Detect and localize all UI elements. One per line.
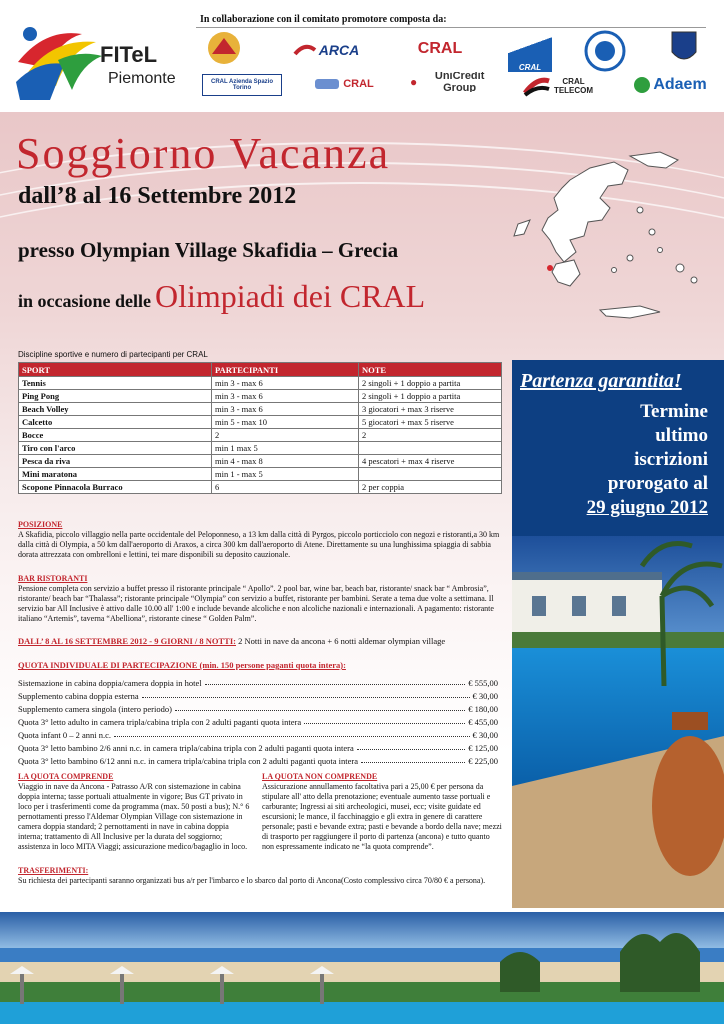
cell-sport: Ping Pong [19, 390, 212, 403]
table-row [19, 390, 502, 403]
comprende-heading: LA QUOTA COMPRENDE [18, 772, 114, 781]
event-occasion [18, 278, 425, 315]
occasion-small: in occasione delle [18, 291, 151, 311]
cell-note [359, 442, 502, 455]
partner-logo-shield [668, 30, 700, 68]
dall-bold: DALL’ 8 AL 16 SETTEMBRE 2012 - 9 GIORNI / 8 NOTTI: [18, 636, 236, 646]
trasferimenti-text: Su richiesta dei partecipanti saranno organizzati bus a/r per l'imbarco e lo sbarco dal porto di Ancona(Costo complessivo circa 70/80 € a persona). [18, 876, 486, 885]
price-line: Quota infant 0 – 2 anni n.c. € 30,00 [18, 730, 498, 740]
collab-text: In collaborazione con il comitato promotore composta da: [200, 14, 447, 25]
partner-logo-cral-yellow: CRAL [300, 72, 388, 96]
cell-note: 2 singoli + 1 doppio a partita [359, 390, 502, 403]
partner-logo-cral-blue: CRAL [508, 30, 552, 72]
table-row [19, 468, 502, 481]
table-row [19, 455, 502, 468]
price-line: Quota 3° letto bambino 6/12 anni n.c. in camera tripla/cabina tripla con 2 adulti paganti quota intera € 225,00 [18, 756, 498, 766]
partner-logo-1 [204, 30, 244, 66]
event-venue: presso Olympian Village Skafidia – Grecia [18, 238, 399, 262]
table-row [19, 403, 502, 416]
cell-sport: Tennis [19, 377, 212, 390]
price-line: Supplemento camera singola (intero periodo) € 180,00 [18, 704, 498, 714]
cell-partecipanti: min 5 - max 10 [212, 416, 359, 429]
bar-heading: BAR RISTORANTI [18, 574, 88, 583]
header [0, 0, 724, 112]
event-dates: dall’8 al 16 Settembre 2012 [18, 183, 297, 209]
cell-note: 4 pescatori + max 4 riserve [359, 455, 502, 468]
table-header-row [19, 363, 502, 377]
non-comprende-section [262, 772, 502, 852]
price-line: Quota 3° letto bambino 2/6 anni n.c. in camera tripla/cabina tripla con 2 adulti paganti quota intera € 125,00 [18, 743, 498, 753]
cell-partecipanti: min 4 - max 8 [212, 455, 359, 468]
posizione-section [18, 520, 502, 560]
termine-line: Termine [640, 401, 708, 422]
cell-sport: Bocce [19, 429, 212, 442]
cell-note: 2 [359, 429, 502, 442]
comprende-text: Viaggio in nave da Ancona - Patrasso A/R con sistemazione in cabina doppia interna; tasse portuali attualmente in vigore; Bus GT privato in loco per i trasferimenti come da programma (max. 50 posti a bus); N.° 6 pernottamenti presso l'Aldemar Olympian Village con sistemazione in camera doppia standard; 2 pernottamenti in nave in cabina doppia interna; trattamento di All Inclusive per la durata del soggiorno; assistenza in loco MITA Viaggi; assicurazione medico/bagaglio in loco. [18, 782, 250, 851]
col-note: NOTE [359, 363, 502, 377]
page-title: Soggiorno Vacanza [16, 129, 391, 178]
comprende-section [18, 772, 254, 852]
dall-rest: 2 Notti in nave da ancona + 6 notti aldemar olympian village [235, 636, 446, 646]
trasferimenti-section [18, 866, 508, 886]
col-partecipanti: PARTECIPANTI [212, 363, 359, 377]
termine-line: ultimo [655, 425, 708, 446]
cell-note [359, 468, 502, 481]
collab-divider [196, 27, 706, 28]
table-row [19, 481, 502, 494]
col-sport: SPORT [19, 363, 212, 377]
bar-section [18, 574, 502, 624]
cell-partecipanti: min 3 - max 6 [212, 377, 359, 390]
partenza-garantita: Partenza garantita! [520, 370, 682, 392]
cell-note: 2 singoli + 1 doppio a partita [359, 377, 502, 390]
fitel-sub: Piemonte [108, 70, 176, 87]
non-comprende-heading: LA QUOTA NON COMPRENDE [262, 772, 378, 781]
partner-logo-cral-atletica: CRAL [417, 40, 463, 57]
cell-partecipanti: 2 [212, 429, 359, 442]
termine-box [508, 400, 708, 520]
cell-partecipanti: min 3 - max 6 [212, 403, 359, 416]
cell-sport: Calcetto [19, 416, 212, 429]
cell-sport: Beach Volley [19, 403, 212, 416]
cell-sport: Scopone Pinnacola Burraco [19, 481, 212, 494]
cell-partecipanti: min 1 max 5 [212, 442, 359, 455]
posizione-text: A Skafidia, piccolo villaggio nella parte occidentale del Peloponneso, a 13 km dalla città di Pyrgos, piccolo porticciolo con negozi e ristoranti,a 30 km dalla città di Olympia, a 50 km dall'aeroporto di Araxos, a circa 300 km dall'aeroporto di Atene. Direttamente su una lunghissima spiaggia di sabbia dorata attrezzata con ombrelloni e lettini, tei mare disponibili su deposito cauzionale. [18, 530, 500, 559]
trasferimenti-heading: TRASFERIMENTI: [18, 866, 89, 875]
occasion-big: Olimpiadi dei CRAL [155, 278, 426, 314]
cell-partecipanti: min 1 - max 5 [212, 468, 359, 481]
table-row [19, 442, 502, 455]
partner-logo-adaem: Adaem [630, 74, 710, 96]
beach-photo [0, 912, 724, 1024]
greece-map-icon [510, 140, 710, 330]
partner-logo-cral-telecom: CRAL TELECOM [516, 74, 600, 98]
pool-photo [512, 536, 724, 908]
cell-sport: Tiro con l'arco [19, 442, 212, 455]
table-caption: Discipline sportive e numero di partecipanti per CRAL [18, 350, 208, 359]
cell-partecipanti: min 3 - max 6 [212, 390, 359, 403]
cell-note: 3 giocatori + max 3 riserve [359, 403, 502, 416]
termine-line: prorogato al [607, 473, 708, 494]
partner-logo-unicredit: ● UniCredit Group [410, 72, 485, 92]
quota-heading: QUOTA INDIVIDUALE DI PARTECIPAZIONE (min. 150 persone paganti quota intera): [18, 660, 346, 670]
non-comprende-text: Assicurazione annullamento facoltativa pari a 25,00 € per persona da stipulare all' atto della prenotazione; eventuale aumento tasse portuali e carburante; Ingressi ai siti archeologici, musei, ecc; visite guidate ed escursioni; le mance, il facchinaggio e gli extra in genere di carattere personale; pasti e bevande extra; pasti e bevande a bordo della nave; mezzi di trasporto per raggiungere il porto di partenza (ancona) e tutto quanto non espressamente indicato ne “la quota comprende”. [262, 782, 502, 851]
sports-table [18, 362, 502, 494]
partner-logo-cral-azienda: CRAL Azienda Spazio Torino [202, 74, 282, 96]
partner-logo-circle [584, 30, 626, 72]
posizione-heading: POSIZIONE [18, 520, 63, 529]
termine-line: iscrizioni [634, 449, 708, 470]
cell-note: 5 giocatori + max 5 riserve [359, 416, 502, 429]
cell-note: 2 per coppia [359, 481, 502, 494]
table-row [19, 416, 502, 429]
bar-text: Pensione completa con servizio a buffet presso il ristorante principale “ Apollo”. 2 pool bar, wine bar, beach bar, ristorante/ snack bar “ Ambrosia”, ristorante/ beach bar “Thalassa”; ristorante principale “Olympia” con servizio a buffet, ristorante per bambini. Serate a tema due volte a settimana. Il servizio bar All Inclusive è attivo dalle 10.00 all' 1:00 e include bevande alcoliche e non alcoliche nazionali e internazionali. A pagamento: ristorante italiano “Artemis”, taverna “Abelliona”, ristorante cinese “ Golden Palm”. [18, 584, 494, 623]
table-row [19, 377, 502, 390]
cell-sport: Pesca da riva [19, 455, 212, 468]
table-row [19, 429, 502, 442]
partner-logo-arca: ARCA [280, 36, 372, 64]
termine-date: 29 giugno 2012 [586, 497, 708, 518]
cell-sport: Mini maratona [19, 468, 212, 481]
cell-partecipanti: 6 [212, 481, 359, 494]
fitel-name: FITeL [100, 42, 158, 67]
price-line: Sistemazione in cabina doppia/camera doppia in hotel € 555,00 [18, 678, 498, 688]
price-line: Supplemento cabina doppia esterna € 30,00 [18, 691, 498, 701]
price-line: Quota 3° letto adulto in camera tripla/cabina tripla con 2 adulti paganti quota intera € 455,00 [18, 717, 498, 727]
dall-line [18, 636, 512, 646]
